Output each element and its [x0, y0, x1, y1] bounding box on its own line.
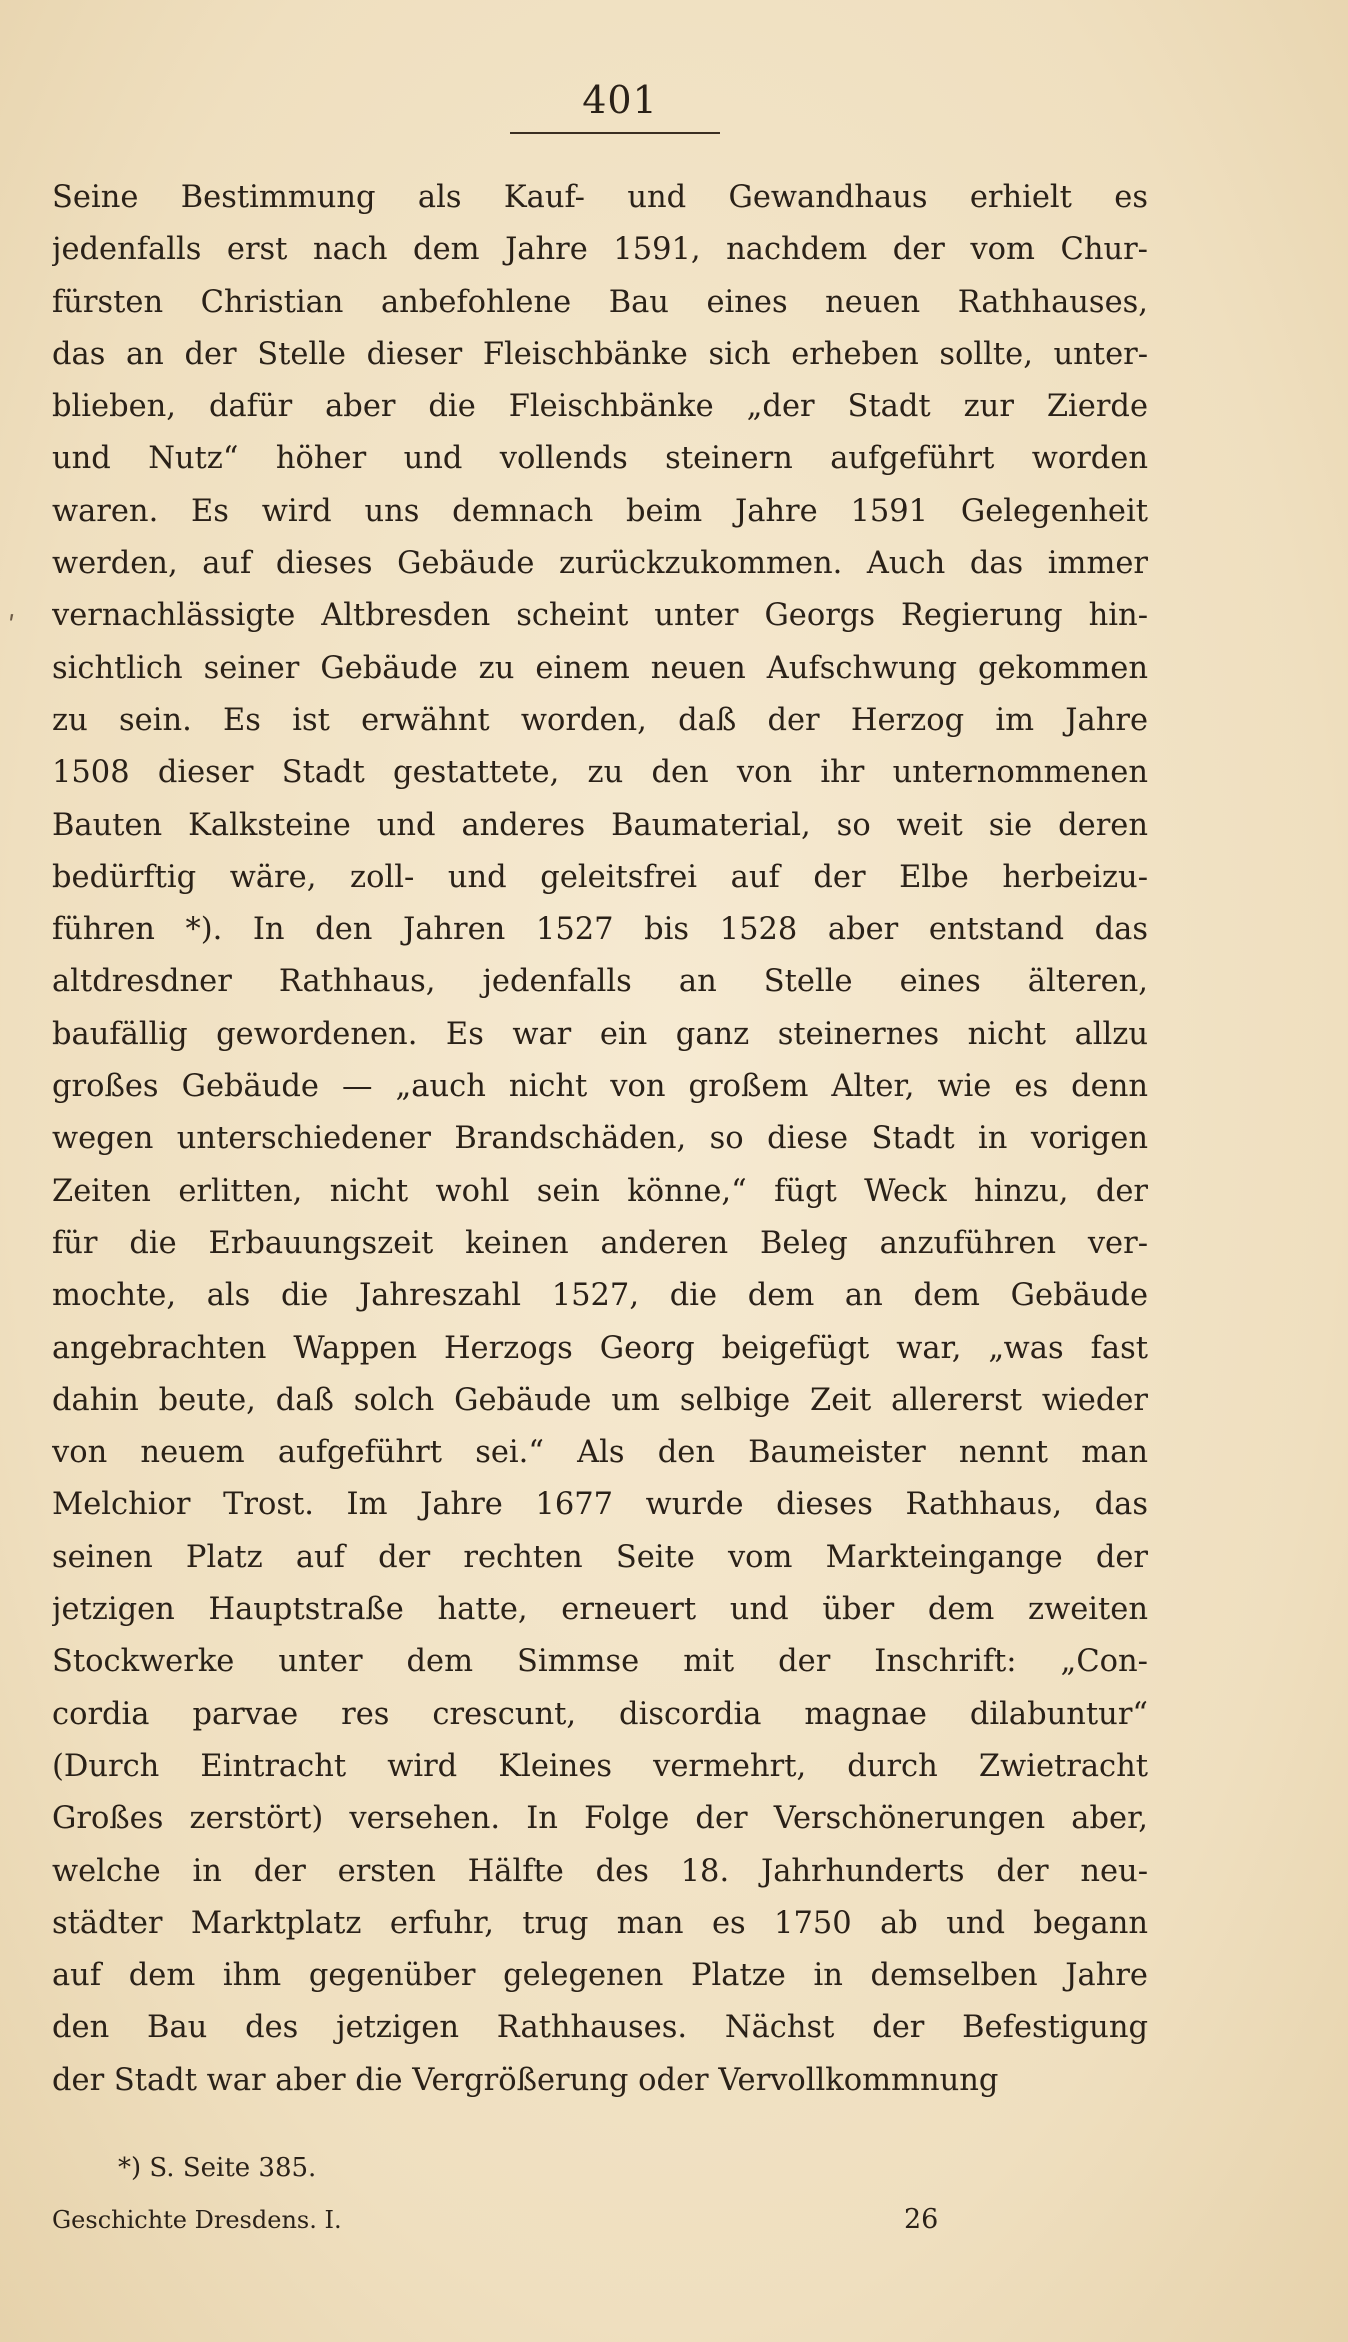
text-line: 1508 dieser Stadt gestattete, zu den von ihr unternommenen — [52, 755, 1148, 791]
text-line: welche in der ersten Hälfte des 18. Jahrhunderts der neu- — [52, 1853, 1148, 1889]
body-text — [52, 172, 1148, 2107]
text-line: angebrachten Wappen Herzogs Georg beigefügt war, „was fast — [52, 1330, 1148, 1366]
text-line: von neuem aufgeführt sei.“ Als den Baumeister nennt man — [52, 1435, 1148, 1471]
text-line: Zeiten erlitten, nicht wohl sein könne,“ fügt Weck hinzu, der — [52, 1173, 1148, 1209]
text-line: altdresdner Rathhaus, jedenfalls an Stelle eines älteren, — [52, 964, 1148, 1000]
text-line: dahin beute, daß solch Gebäude um selbige Zeit allererst wieder — [52, 1382, 1148, 1418]
text-line: zu sein. Es ist erwähnt worden, daß der Herzog im Jahre — [52, 702, 1148, 738]
text-line: (Durch Eintracht wird Kleines vermehrt, durch Zwietracht — [52, 1748, 1148, 1784]
text-line: Stockwerke unter dem Simmse mit der Inschrift: „Con- — [52, 1644, 1148, 1680]
text-line: und Nutz“ höher und vollends steinern aufgeführt worden — [52, 441, 1148, 477]
footer — [52, 2198, 1148, 2242]
text-line: vernachlässigte Altbresden scheint unter Georgs Regierung hin- — [52, 598, 1148, 634]
sheet-number: 26 — [904, 2204, 939, 2235]
text-line: fürsten Christian anbefohlene Bau eines neuen Rathhauses, — [52, 284, 1148, 320]
text-line: waren. Es wird uns demnach beim Jahre 1591 Gelegenheit — [52, 493, 1148, 529]
footnote-area — [52, 2148, 1148, 2188]
text-line: das an der Stelle dieser Fleischbänke sich erheben sollte, unter- — [52, 336, 1148, 372]
text-line: Großes zerstört) versehen. In Folge der Verschönerungen aber, — [52, 1801, 1148, 1837]
header-rule — [510, 132, 720, 134]
text-line: führen *). In den Jahren 1527 bis 1528 aber entstand das — [52, 912, 1148, 948]
text-line: Bauten Kalksteine und anderes Baumaterial, so weit sie deren — [52, 807, 1148, 843]
text-line: für die Erbauungszeit keinen anderen Beleg anzuführen ver- — [52, 1225, 1148, 1261]
text-line: städter Marktplatz erfuhr, trug man es 1750 ab und begann — [52, 1905, 1148, 1941]
margin-tick: ʹ — [8, 612, 16, 642]
text-line: Seine Bestimmung als Kauf- und Gewandhaus erhielt es — [52, 180, 1148, 215]
text-line: blieben, dafür aber die Fleischbänke „der Stadt zur Zierde — [52, 389, 1148, 425]
text-line: den Bau des jetzigen Rathhauses. Nächst der Befestigung — [52, 2010, 1148, 2046]
text-line: jetzigen Hauptstraße hatte, erneuert und über dem zweiten — [52, 1592, 1148, 1628]
signature-mark: Geschichte Dresdens. I. — [52, 2206, 342, 2234]
text-line: bedürftig wäre, zoll- und geleitsfrei auf der Elbe herbeizu- — [52, 859, 1148, 895]
text-line: wegen unterschiedener Brandschäden, so diese Stadt in vorigen — [52, 1121, 1148, 1157]
text-line: cordia parvae res crescunt, discordia magnae dilabuntur“ — [52, 1696, 1148, 1732]
text-line: sichtlich seiner Gebäude zu einem neuen Aufschwung gekommen — [52, 650, 1148, 686]
text-line: auf dem ihm gegenüber gelegenen Platze in demselben Jahre — [52, 1958, 1148, 1994]
text-line: mochte, als die Jahreszahl 1527, die dem an dem Gebäude — [52, 1278, 1148, 1314]
text-line: jedenfalls erst nach dem Jahre 1591, nachdem der vom Chur- — [52, 232, 1148, 268]
footnote: *) S. Seite 385. — [118, 2153, 317, 2183]
page-number: 401 — [582, 78, 658, 122]
text-line: seinen Platz auf der rechten Seite vom Markteingange der — [52, 1539, 1148, 1575]
text-line: werden, auf dieses Gebäude zurückzukommen. Auch das immer — [52, 546, 1148, 582]
text-line: der Stadt war aber die Vergrößerung oder Vervollkommnung — [52, 2062, 999, 2098]
text-line: baufällig gewordenen. Es war ein ganz steinernes nicht allzu — [52, 1016, 1148, 1052]
text-line: großes Gebäude — „auch nicht von großem Alter, wie es denn — [52, 1069, 1148, 1105]
text-line: Melchior Trost. Im Jahre 1677 wurde dieses Rathhaus, das — [52, 1487, 1148, 1523]
